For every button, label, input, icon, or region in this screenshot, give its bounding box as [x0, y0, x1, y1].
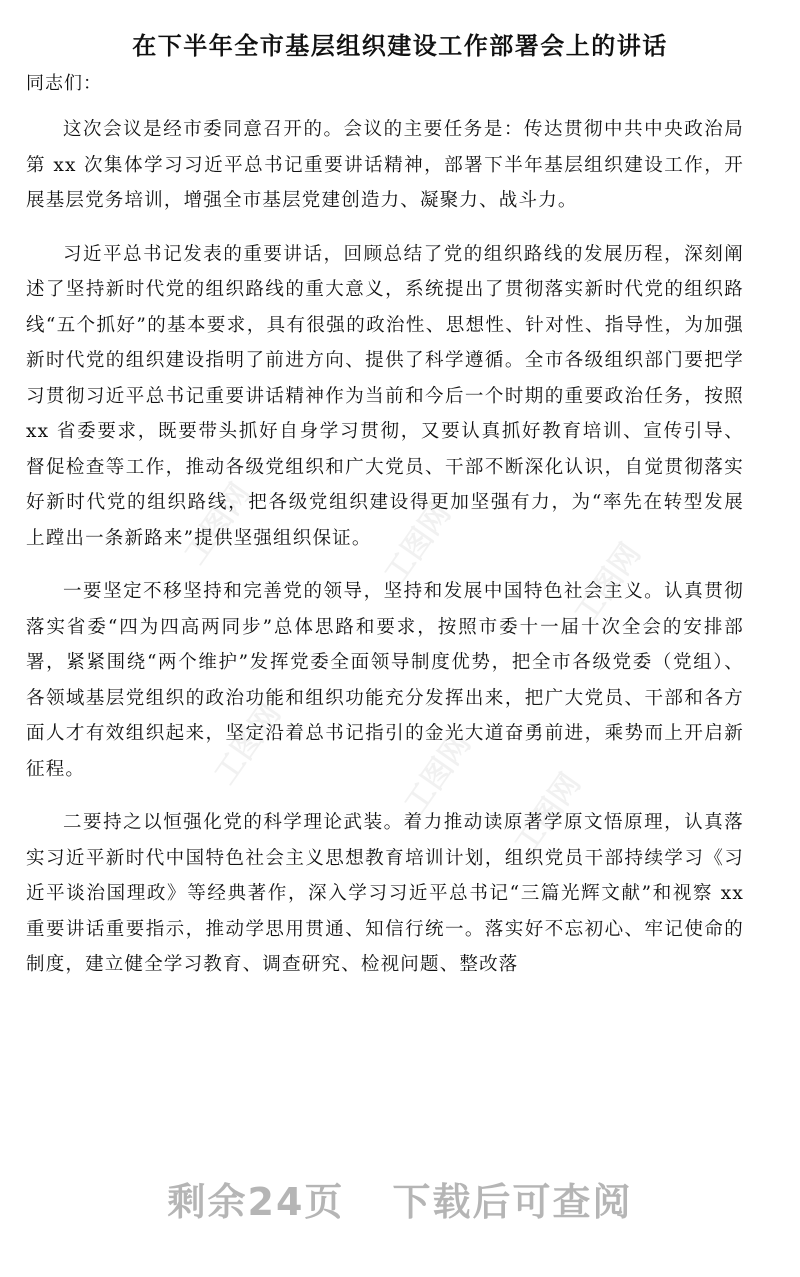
download-hint-label: 下载后可查阅: [392, 1180, 633, 1224]
paragraph: 习近平总书记发表的重要讲话，回顾总结了党的组织路线的发展历程，深刻阐述了坚持新时代党的组织路线的重大意义，系统提出了贯彻落实新时代党的组织路线“五个抓好”的基本要求，具有很强的政治性、思想性、针对性、指导性，为加强新时代党的组织建设指明了前进方向、提供了科学遵循。全市各级组织部门要把学习贯彻习近平总书记重要讲话精神作为当前和今后一个时期的重要政治任务，按照 xx 省委要求，既要带头抓好自身学习贯彻，又要认真抓好教育培训、宣传引导、督促检查等工作，推动各级党组织和广大党员、干部不断深化认识，自觉贯彻落实好新时代党的组织路线，把各级党组织建设得更加坚强有力，为“率先在转型发展上蹚出一条新路来”提供坚强组织保证。: [26, 243, 744, 549]
paragraph: 一要坚定不移坚持和完善党的领导，坚持和发展中国特色社会主义。认真贯彻落实省委“四为四高两同步”总体思路和要求，按照市委十一届十次全会的安排部署，紧紧围绕“两个维护”发挥党委全面领导制度优势，把全市各级党委（党组）、各领域基层党组织的政治功能和组织功能充分发挥出来，把广大党员、干部和各方面人才有效组织起来，坚定沿着总书记指引的金光大道奋勇前进，乘势而上开启新征程。: [26, 581, 744, 780]
watermark: 工图网: [177, 477, 259, 571]
remaining-pages-label: 剩余24页: [167, 1180, 345, 1224]
download-prompt[interactable]: [0, 1176, 800, 1228]
watermark: 工图网: [397, 727, 479, 821]
watermark: 工图网: [507, 767, 589, 861]
paragraph: 二要持之以恒强化党的科学理论武装。着力推动读原著学原文悟原理，认真落实习近平新时代中国特色社会主义思想教育培训计划，组织党员干部持续学习《习近平谈治国理政》等经典著作，深入学习习近平总书记“三篇光辉文献”和视察 xx 重要讲话重要指示，推动学思用贯通、知信行统一。落实好不忘初心、牢记使命的制度，建立健全学习教育、调查研究、检视问题、整改落: [26, 812, 744, 975]
paragraph: 这次会议是经市委同意召开的。会议的主要任务是：传达贯彻中共中央政治局第 xx 次集体学习习近平总书记重要讲话精神，部署下半年基层组织建设工作，开展基层党务培训，增强全市基层党建创造力、凝聚力、战斗力。: [26, 119, 744, 211]
salutation: 同志们：: [26, 73, 102, 94]
page-title: 在下半年全市基层组织建设工作部署会上的讲话: [132, 32, 668, 61]
watermark: 工图网: [377, 497, 459, 591]
speech-body: [26, 112, 744, 983]
watermark: 工图网: [567, 537, 649, 631]
watermark: 工图网: [207, 697, 289, 791]
